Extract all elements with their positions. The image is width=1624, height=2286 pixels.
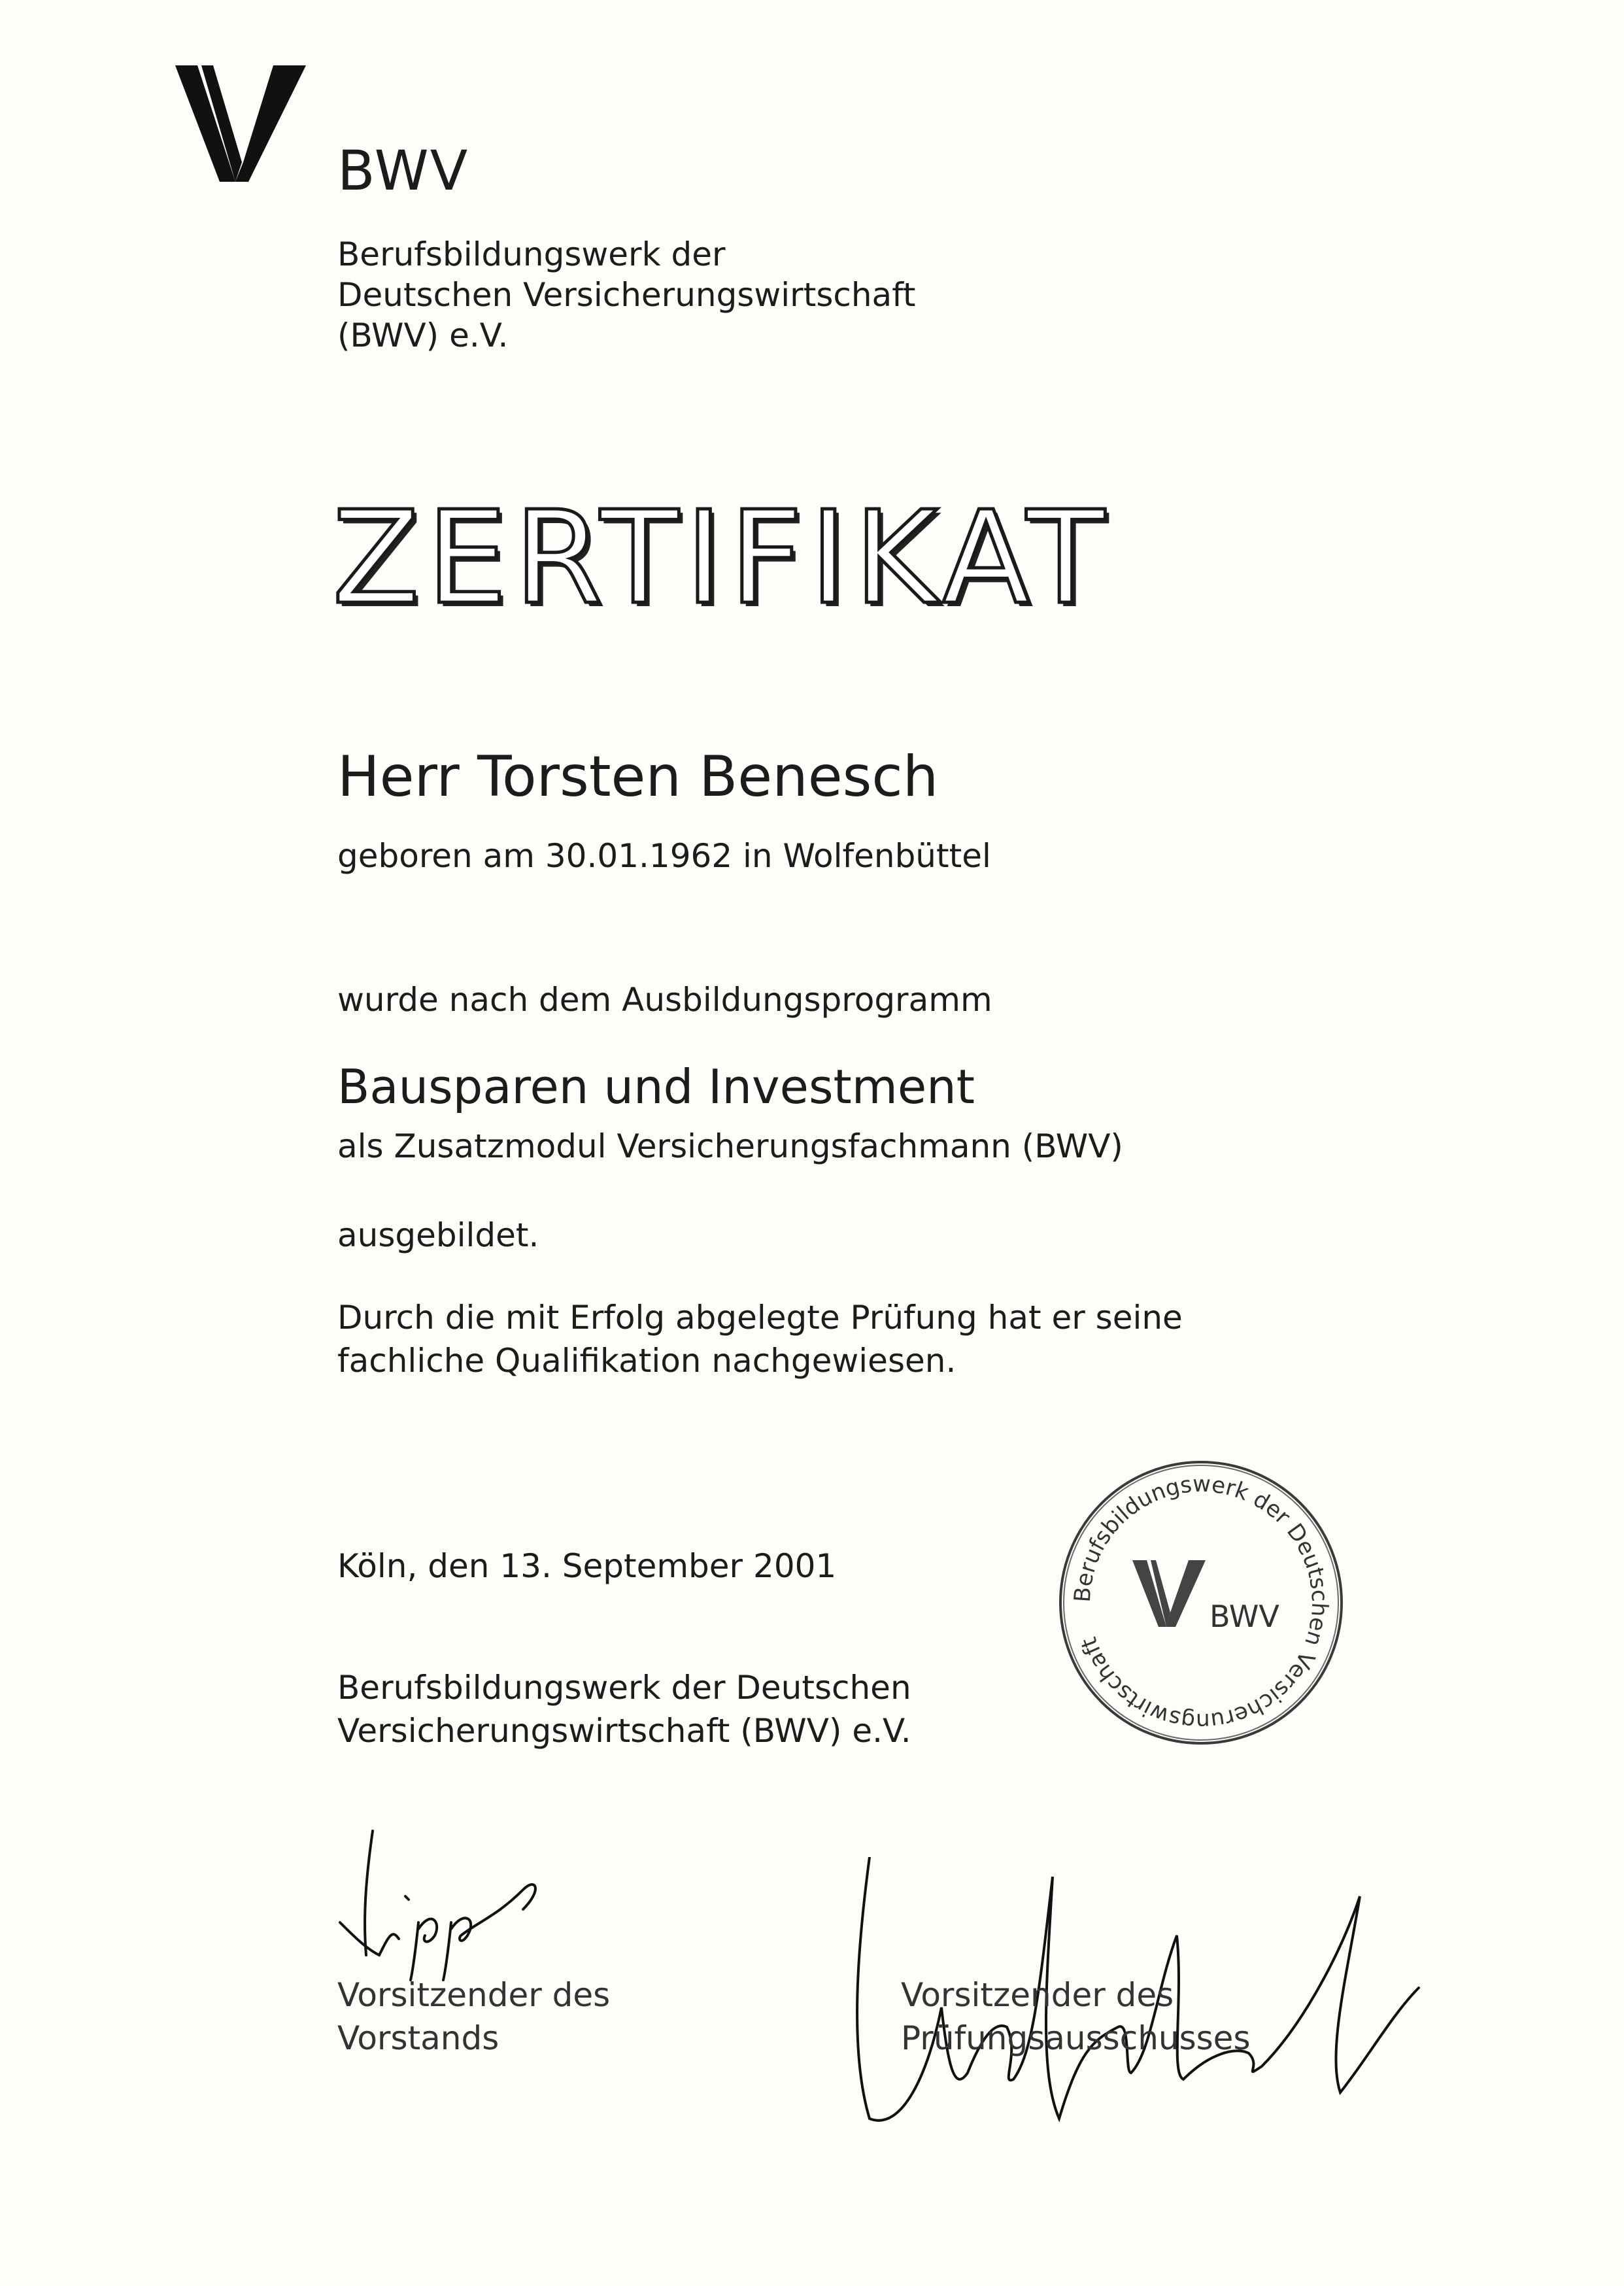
issuer-line: Berufsbildungswerk der Deutschen — [337, 1669, 911, 1707]
stamp-center-text: BWV — [1210, 1599, 1279, 1634]
recipient-birth: geboren am 30.01.1962 in Wolfenbüttel — [337, 837, 991, 875]
signature-lippe — [327, 1824, 562, 1981]
date-line: Köln, den 13. September 2001 — [337, 1547, 837, 1585]
issuer-line: Versicherungswirtschaft (BWV) e.V. — [337, 1712, 911, 1750]
trained-text: ausgebildet. — [337, 1216, 539, 1254]
issuer — [337, 1666, 911, 1752]
logo-text: BWV — [337, 139, 469, 203]
signatory-chair-exam — [901, 1973, 1251, 2060]
recipient-name: Herr Torsten Benesch — [337, 744, 939, 810]
program-module: als Zusatzmodul Versicherungsfachmann (BWV) — [337, 1127, 1123, 1165]
signatory-line: Vorsitzender des — [901, 1976, 1174, 2014]
success-statement — [337, 1296, 1183, 1382]
success-line: fachliche Qualifikation nachgewiesen. — [337, 1342, 956, 1380]
signatory-line: Prüfungsausschusses — [901, 2019, 1251, 2057]
signatory-line: Vorsitzender des — [337, 1976, 611, 2014]
signatory-chair-board — [337, 1973, 610, 2060]
stamp-ring-text: Berufsbildungswerk der Deutschen Versicherungswirtschaft — [1069, 1471, 1333, 1735]
bwv-logo-icon — [175, 65, 306, 196]
certificate-title: ZERTIFIKAT — [332, 484, 1111, 633]
organization-name — [337, 234, 916, 356]
org-line: (BWV) e.V. — [337, 316, 509, 354]
success-line: Durch die mit Erfolg abgelegte Prüfung hat er seine — [337, 1299, 1183, 1337]
org-line: Berufsbildungswerk der — [337, 235, 726, 273]
program-name: Bausparen und Investment — [337, 1059, 975, 1114]
signatory-line: Vorstands — [337, 2019, 499, 2057]
program-intro: wurde nach dem Ausbildungsprogramm — [337, 981, 992, 1019]
official-stamp — [1054, 1456, 1348, 1750]
org-line: Deutschen Versicherungswirtschaft — [337, 276, 916, 314]
